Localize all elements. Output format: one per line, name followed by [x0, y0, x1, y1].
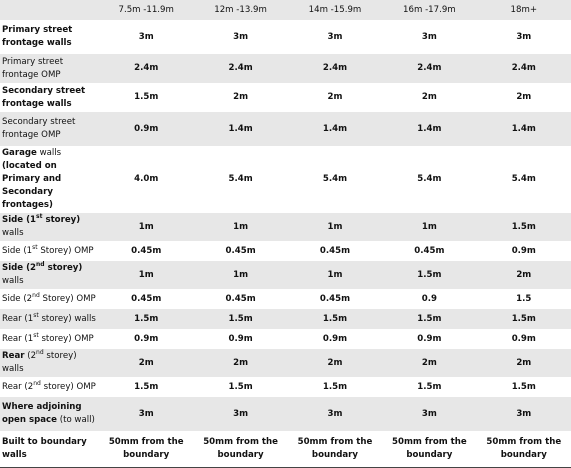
table-row — [0, 241, 571, 261]
value-cell: 1.4m — [288, 112, 382, 146]
value-cell: 2m — [516, 92, 532, 102]
label-segment: nd — [36, 349, 44, 357]
value-cell: 2.4m — [99, 54, 193, 83]
row-label — [0, 349, 99, 377]
table-row — [0, 213, 571, 241]
value-cell: 0.45m — [225, 245, 256, 256]
value-cell: 3m — [421, 31, 437, 42]
header-cell: 12m -13.9m — [193, 0, 287, 20]
value-cell: 5.4m — [417, 174, 442, 184]
value-cell: 1.4m — [477, 112, 571, 146]
value-cell: 50mm from the boundary — [99, 431, 193, 467]
value-cell: 1.5m — [134, 381, 159, 392]
value-cell: 5.4m — [322, 174, 348, 184]
label-segment: Storey) OMP — [39, 293, 96, 304]
value-cell: 3m — [193, 397, 287, 431]
table-row — [0, 349, 571, 377]
row-label — [0, 83, 99, 112]
value-cell: 1.4m — [382, 112, 476, 146]
row-label — [0, 397, 99, 431]
value-cell: 3m — [233, 31, 249, 42]
label-segment: Side (1 — [2, 245, 33, 256]
label-segment: st — [32, 243, 38, 251]
label-segment: Rear (1 — [2, 313, 34, 324]
label-segment: Garage — [2, 148, 37, 158]
label-segment: (to wall) — [56, 415, 95, 425]
header-cell-blank — [0, 0, 99, 20]
value-cell: 0.45m — [131, 293, 162, 304]
label-segment: storey) walls — [38, 313, 96, 324]
value-cell: 1.5m — [477, 309, 571, 329]
table-row — [0, 54, 571, 83]
value-cell: 1.5m — [134, 92, 159, 102]
row-label — [0, 146, 99, 213]
value-cell: 1.5m — [477, 213, 571, 241]
label-segment: storey) OMP — [38, 333, 94, 344]
value-cell: 50mm from the boundary — [193, 431, 287, 467]
value-cell: 3m — [288, 397, 382, 431]
label-segment: Rear (1 — [2, 333, 34, 344]
value-cell: 0.45m — [319, 293, 351, 304]
value-cell: 5.4m — [511, 174, 536, 184]
value-cell: 50mm from the boundary — [477, 431, 571, 467]
value-cell: 2.4m — [288, 54, 382, 83]
value-cell: 0.9m — [322, 333, 348, 344]
label-segment: st — [36, 213, 43, 221]
value-cell: 3m — [327, 31, 343, 42]
value-cell: 5.4m — [228, 174, 253, 184]
value-cell: 1.5m — [228, 381, 253, 392]
label-segment: Storey) OMP — [37, 245, 94, 256]
table-row — [0, 261, 571, 289]
value-cell: 2m — [288, 349, 382, 377]
row-label — [0, 431, 99, 467]
header-cell: 16m -17.9m — [382, 0, 476, 20]
value-cell: 2.4m — [193, 54, 287, 83]
value-cell: 2m — [233, 92, 249, 102]
label-segment: Side (2 — [2, 293, 33, 304]
header-cell: 7.5m -11.9m — [99, 0, 193, 20]
value-cell: 1.5m — [382, 261, 476, 289]
label-segment: Where adjoining open space — [2, 402, 82, 425]
label-segment: nd — [36, 261, 45, 269]
table-body — [0, 20, 571, 467]
table-row — [0, 397, 571, 431]
label-segment: (2 — [24, 351, 37, 361]
row-label — [0, 309, 99, 329]
row-label — [0, 20, 99, 54]
table-row — [0, 309, 571, 329]
value-cell: 1m — [99, 261, 193, 289]
label-segment: walls — [2, 228, 24, 238]
label-segment: Side (2 — [2, 263, 37, 273]
label-segment: walls — [36, 148, 62, 158]
value-cell: 2m — [327, 92, 343, 102]
value-cell: 1.5m — [417, 381, 442, 392]
value-cell: 1m — [99, 213, 193, 241]
value-cell: 0.9 — [421, 293, 437, 304]
value-cell: 2m — [477, 349, 571, 377]
row-label — [0, 261, 99, 289]
value-cell: 1.5m — [193, 309, 287, 329]
value-cell: 1m — [382, 213, 476, 241]
value-cell: 1.5m — [511, 381, 536, 392]
value-cell: 1.5m — [99, 309, 193, 329]
label-segment: storey) OMP — [40, 381, 96, 392]
value-cell: 3m — [138, 31, 154, 42]
value-cell: 2m — [99, 349, 193, 377]
label-segment: Rear — [2, 351, 25, 361]
label-segment: Secondary street frontage OMP — [2, 117, 76, 140]
row-label — [0, 329, 99, 349]
value-cell: 1.5m — [288, 309, 382, 329]
label-segment: Primary street frontage walls — [2, 25, 73, 48]
row-label — [0, 241, 99, 261]
table-row — [0, 20, 571, 54]
label-segment: walls — [2, 276, 24, 286]
value-cell: 1m — [193, 261, 287, 289]
value-cell: 0.45m — [414, 245, 445, 256]
table-row — [0, 329, 571, 349]
label-segment: Rear (2 — [2, 381, 34, 392]
value-cell: 3m — [516, 31, 532, 42]
value-cell: 2m — [421, 92, 437, 102]
value-cell: 0.9m — [134, 333, 159, 344]
value-cell: 2.4m — [477, 54, 571, 83]
value-cell: 4.0m — [134, 174, 159, 184]
label-segment: st — [33, 311, 39, 319]
value-cell: 0.45m — [319, 245, 351, 256]
label-segment: nd — [33, 379, 41, 387]
table-row — [0, 289, 571, 309]
value-cell: 1.5 — [516, 293, 532, 304]
value-cell: 2m — [382, 349, 476, 377]
value-cell: 2.4m — [382, 54, 476, 83]
value-cell: 0.45m — [225, 293, 256, 304]
value-cell: 50mm from the boundary — [288, 431, 382, 467]
row-label — [0, 112, 99, 146]
value-cell: 2m — [477, 261, 571, 289]
label-segment: storey) — [44, 263, 83, 273]
table-row — [0, 146, 571, 213]
label-segment: storey) — [42, 215, 81, 225]
label-segment: storey) walls — [2, 351, 77, 374]
value-cell: 0.9m — [99, 112, 193, 146]
value-cell: 1m — [288, 261, 382, 289]
label-segment: (located on Primary and Secondary frontages) — [2, 161, 62, 210]
label-segment: Built to boundary walls — [2, 436, 87, 460]
header-cell: 18m+ — [477, 0, 571, 20]
row-label — [0, 213, 99, 241]
header-cell: 14m -15.9m — [288, 0, 382, 20]
value-cell: 0.9m — [511, 333, 536, 344]
table-row — [0, 112, 571, 146]
table-row — [0, 431, 571, 467]
label-segment: Secondary street frontage walls — [2, 85, 86, 109]
value-cell: 1.5m — [382, 309, 476, 329]
table-row — [0, 83, 571, 112]
row-label — [0, 377, 99, 397]
value-cell: 0.9m — [417, 333, 442, 344]
table-row — [0, 377, 571, 397]
value-cell: 3m — [477, 397, 571, 431]
value-cell: 1m — [193, 213, 287, 241]
row-label — [0, 289, 99, 309]
label-segment: nd — [32, 291, 40, 299]
value-cell: 0.9m — [228, 333, 253, 344]
value-cell: 3m — [99, 397, 193, 431]
value-cell: 50mm from the boundary — [382, 431, 476, 467]
value-cell: 0.9m — [511, 245, 536, 256]
value-cell: 1.4m — [193, 112, 287, 146]
label-segment: Primary street frontage OMP — [2, 56, 64, 80]
value-cell: 1m — [288, 213, 382, 241]
label-segment: Side (1 — [2, 215, 37, 225]
header-row — [0, 0, 571, 20]
row-label — [0, 54, 99, 83]
value-cell: 2m — [193, 349, 287, 377]
value-cell: 1.5m — [322, 381, 348, 392]
label-segment: st — [33, 331, 39, 339]
value-cell: 3m — [382, 397, 476, 431]
value-cell: 0.45m — [131, 245, 162, 256]
